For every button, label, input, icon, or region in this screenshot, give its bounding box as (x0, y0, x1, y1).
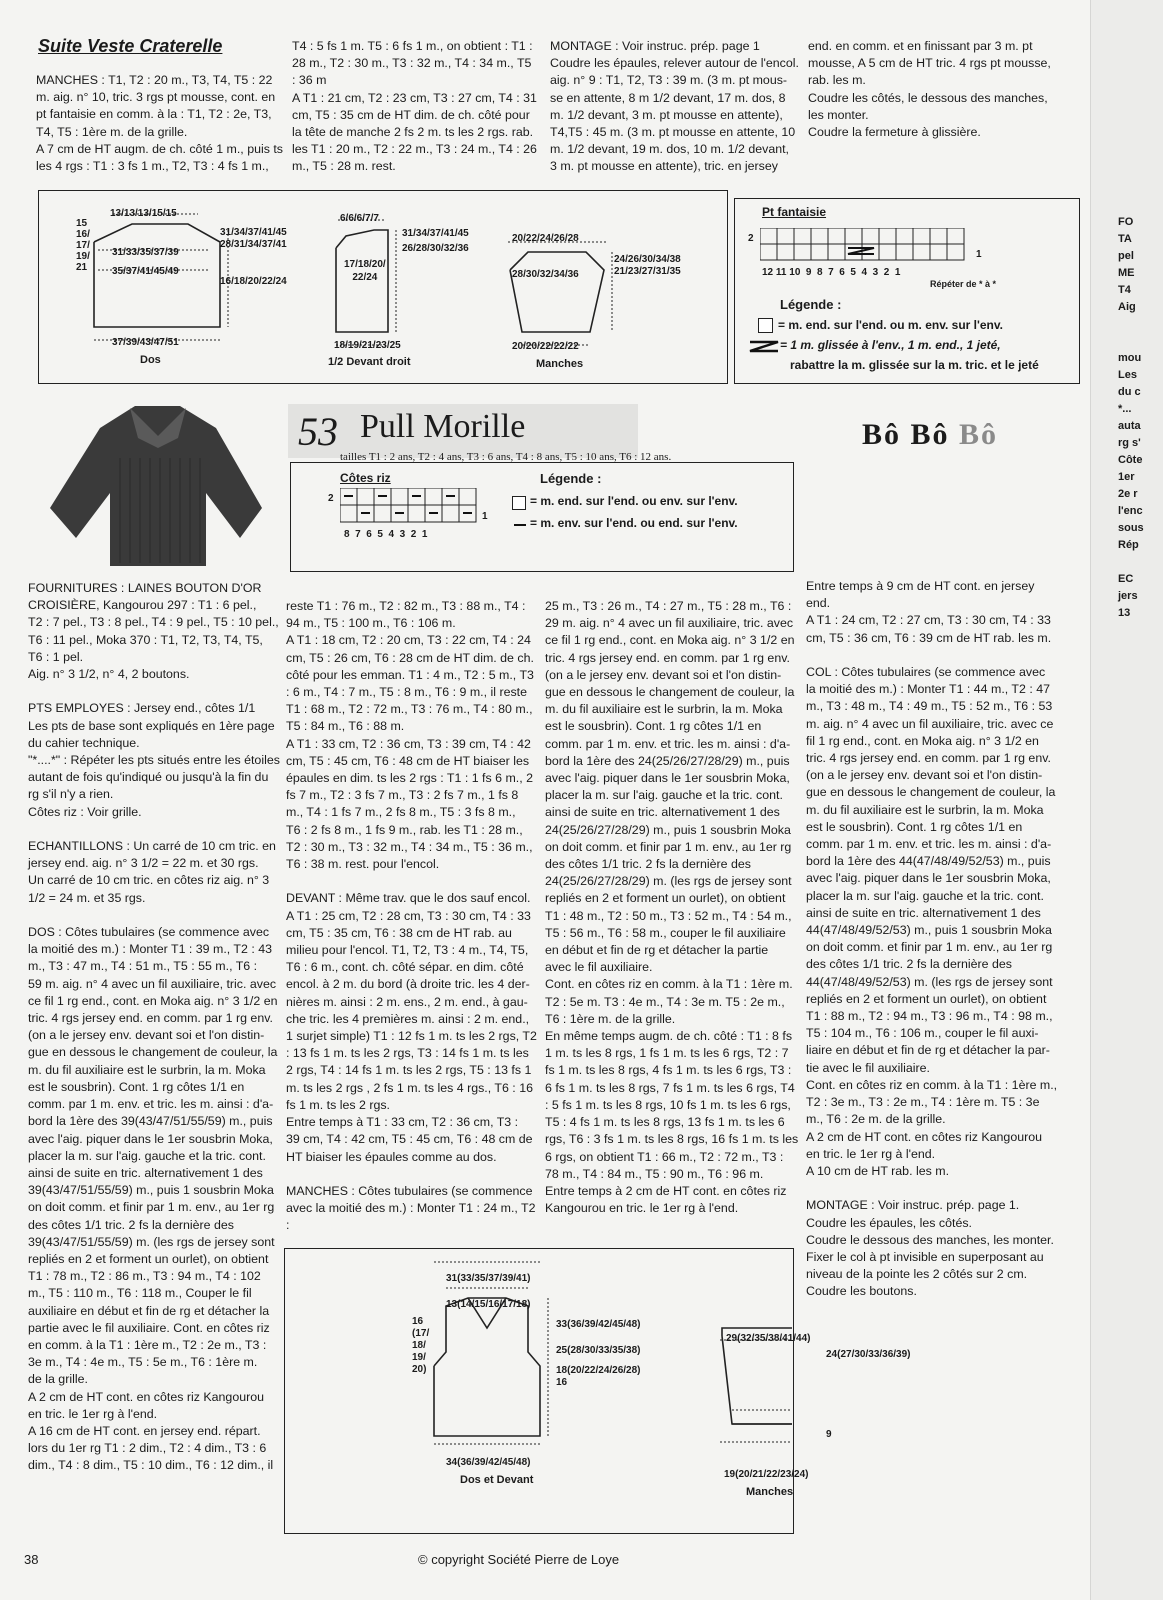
dos-bottom-label: 37/39/43/47/51 (112, 337, 179, 348)
section-title: Suite Veste Craterelle (38, 36, 223, 56)
col3-top-text: MONTAGE : Voir instruc. prép. page 1 Coudre les épaules, relever autour de l'encol. aig. n° 9 : T1, T2, T3 : 39 m. (3 m. pt mous- se en attente, 8 m 1/2 devant, 17 m. dos, 8 m. 1/2 devant, 3 m. pt mousse en attente), T4,T5 : 45 m. (3 m. pt mousse en attente, 10 m. 1/2 devant, 19 m. dos, 10 m. 1/2 devant, 3 m. pt mousse en attente), tric. en jersey (550, 39, 799, 174)
brand-logo-3: Bô (959, 418, 999, 451)
col3-main-text: 25 m., T3 : 26 m., T4 : 27 m., T5 : 28 m., T6 : 29 m. aig. n° 4 avec un fil auxiliaire, tric. avec ce fil 1 rg end., cont. en Moka aig. n° 3 1/2 en tric. 4 rgs jersey end. en comm. par 1 rg env. (on a le jersey env. devant soi et l'on distin- gue en dessous le changement de couleur, la m. du fil auxiliaire est le surbrin, la m. Moka est le sousbrin). Cont. 1 rg côtes 1/1 en comm. par 1 m. env. et tric. les m. ainsi : d'a- bord la 1ère des 24(25/26/27/28/29) m., puis avec l'aig. piquer dans le 1er sousbrin Moka, placer la m. sur l'aig. gauche et la tric. cont. ainsi de suite en tric. alternativement 1 des 24(25/26/27/28/29) m., puis 1 sousbrin Moka on doit comm. et finir par 1 m. env., au 1er rg des côtes 1/1 tric. 2 fs la dernière des 24(25/26/27/28/29) m. (les rgs de jersey sont repliés en 2 et forment un ourlet), on obtient T1 : 48 m., T2 : 50 m., T3 : 52 m., T4 : 54 m., T5 : 56 m., T6 : 58 m., couper le fil auxiliaire en début et fin de rg et détacher la partie avec le fil auxiliaire. Cont. en côtes riz en comm. à la T1 : 1ère m. T2 : 5e m. T3 : 4e m., T4 : 3e m. T5 : 2e m., T6 : 1ère m. de la grille. En même temps augm. de ch. côté : T1 : 8 fs 1 m. ts les 8 rgs, 1 fs 1 m. ts les 6 rgs, T2 : 7 fs 1 m. ts les 8 rgs, 4 fs 1 m. ts les 6 rgs, T3 : 6 fs 1 m. ts les 8 rgs, 7 fs 1 m. ts les 6 rgs, T4 : 5 fs 1 m. ts les 8 rgs, 10 fs 1 m. ts les 6 rgs, T5 : 4 fs 1 m. ts les 8 rgs, 13 fs 1 m. ts les 6 rgs, T6 : 3 fs 1 m. ts les 8 rgs, 16 fs 1 m. ts les 6 rgs, on obtient T1 : 66 m., T2 : 72 m., T3 : 78 m., T4 : 84 m., T5 : 90 m., T6 : 96 m. Entre temps à 2 cm de HT cont. en côtes riz Kangourou en tric. le 1er rg à l'end. (545, 599, 799, 1216)
manches-bottom-label: 20/20/22/22/22 (512, 341, 579, 352)
pull-manches-bottom-label: 19(20/21/22/23/24) (724, 1469, 809, 1480)
cotes-riz-legend-2: = m. env. sur l'end. ou end. sur l'env. (530, 516, 738, 530)
fantaisie-grid (760, 228, 970, 262)
pull-right-label-4: 16 (556, 1377, 568, 1388)
pull-manches-right-label-2: 9 (826, 1429, 832, 1440)
pull-caption: Dos et Devant (460, 1474, 534, 1486)
fantaisie-row-left: 2 (748, 233, 754, 244)
pull-manches-top-label: 29(32/35/38/41/44) (726, 1333, 811, 1344)
manches-top-label: 20/22/24/26/28 (512, 233, 579, 244)
fantaisie-legend-1: = m. end. sur l'end. ou m. env. sur l'env. (778, 318, 1003, 332)
dos-right-label-3: 16/18/20/22/24 (220, 276, 287, 287)
cotes-riz-grid (340, 488, 480, 524)
col1-main-text: FOURNITURES : LAINES BOUTON D'OR CROISIÈRE, Kangourou 297 : T1 : 6 pel., T2 : 7 pel., T3 : 8 pel., T4 : 9 pel., T5 : 10 pel., T6 : 11 pel., Moka 370 : T1, T2, T3, T4, T5, T6 : 1 pel. Aig. n° 3 1/2, n° 4, 2 boutons. PTS EMPLOYES : Jersey end., côtes 1/1 Les pts de base sont expliqués en 1ère page du cahier technique. "*....*" : Répéter les pts situés entre les étoiles autant de fois qu'indiqué ou jusqu'à la fin du rg s'il n'y a rien. Côtes riz : Voir grille. ECHANTILLONS : Un carré de 10 cm tric. en jersey end. aig. n° 3 1/2 = 22 m. et 30 rgs. Un carré de 10 cm tric. en côtes riz aig. n° 3 1/2 = 24 m. et 35 rgs. DOS : Côtes tubulaires (se commence avec la moitié des m.) : Monter T1 : 39 m., T2 : 43 m., T3 : 47 m., T4 : 51 m., T5 : 55 m., T6 : 59 m. aig. n° 4 avec un fil auxiliaire, tric. avec ce fil 1 rg end., cont. en Moka aig. n° 3 1/2 en tric. 4 rgs jersey end. en comm. par 1 rg env. (on a le jersey env. devant soi et l'on distin- gue en dessous le changement de couleur, la m. du fil auxiliaire est le surbrin, la m. Moka est le sousbrin). Cont. 1 rg côtes 1/1 en comm. par 1 m. env. et tric. les m. ainsi : d'a- bord la 1ère des 39(43/47/51/55/59) m., puis avec l'aig. piquer dans le 1er sousbrin Moka, placer la m. sur l'aig. gauche et la tric. cont. ainsi de suite en tric. alternativement 1 des 39(43/47/51/55/59) m., puis 1 sousbrin Moka on doit comm. et finir par 1 m. env., au 1er rg des côtes 1/1 tric. 2 fs la dernière des 39(43/47/51/55/59) m. (les rgs de jersey sont repliés en 2 et forment un ourlet), on obtient T1 : 78 m., T2 : 86 m., T3 : 94 m., T4 : 102 m., T5 : 110 m., T6 : 118 m., Couper le fil auxiliaire en début et fin de rg et détacher la partie avec le fil auxiliaire. Cont. en côtes riz en comm. à la T1 : 1ère m., T2 : 2e m., T3 : 3e m., T4 : 4e m., T5 : 5e m., T6 : 1ère m. de la grille. A 2 cm de HT cont. en côtes riz Kangourou en tric. le 1er rg à l'end. A 16 cm de HT cont. en jersey end. répart. lors du 1er rg T1 : 2 dim., T2 : 4 dim., T3 : 6 dim., T4 : 8 dim., T5 : 10 dim., T6 : 12 dim., il (28, 581, 280, 1473)
pull-top-label-2: 13(14/15/16/17/18) (446, 1299, 531, 1310)
fantaisie-numbers: 12 11 10 9 8 7 6 5 4 3 2 1 (762, 267, 901, 278)
pull-right-label-1: 33(36/39/42/45/48) (556, 1319, 641, 1330)
manches-right-label-2: 21/23/27/31/35 (614, 266, 681, 277)
cotes-riz-numbers: 8 7 6 5 4 3 2 1 (344, 529, 428, 540)
pattern-number: 53 (298, 409, 338, 454)
devant-caption: 1/2 Devant droit (328, 356, 411, 368)
devant-right-label-2: 26/28/30/32/36 (402, 243, 469, 254)
pull-right-label-3: 18(20/22/24/26/28) (556, 1365, 641, 1376)
dos-caption: Dos (140, 354, 161, 366)
brand-logo-2: Bô (910, 418, 950, 451)
pull-bottom-label: 34(36/39/42/45/48) (446, 1457, 531, 1468)
fantaisie-legend-3: rabattre la m. glissée sur la m. tric. et le jeté (790, 358, 1039, 372)
brand-logo (862, 418, 998, 452)
fantaisie-title: Pt fantaisie (762, 205, 827, 219)
fantaisie-legend-title: Légende : (780, 297, 842, 312)
copyright: © copyright Société Pierre de Loye (418, 1552, 620, 1567)
cotes-riz-legend-1: = m. end. sur l'end. ou env. sur l'env. (530, 494, 738, 508)
pull-top-label-1: 31(33/35/37/39/41) (446, 1273, 531, 1284)
cotes-legend-dash-icon (514, 524, 526, 526)
pull-manches-right-label-1: 24(27/30/33/36/39) (826, 1349, 911, 1360)
dos-inner-label-2: 35/37/41/45/49 (112, 266, 179, 277)
legend-square-icon (758, 318, 773, 333)
devant-bottom-label: 18/19/21/23/25 (334, 340, 401, 351)
devant-right-label-1: 31/34/37/41/45 (402, 228, 469, 239)
dos-right-label-2: 28/31/34/37/41 (220, 239, 287, 250)
fantaisie-row-right: 1 (976, 249, 982, 260)
page-number: 38 (24, 1552, 39, 1567)
fantaisie-legend-2: = 1 m. glissée à l'env., 1 m. end., 1 jeté, (780, 338, 1001, 352)
dos-inner-label-1: 31/33/35/37/39 (112, 247, 179, 258)
cotes-riz-legend-title: Légende : (540, 471, 602, 486)
schematic-pull-svg (284, 1248, 792, 1532)
sweater-photo (30, 398, 280, 574)
cotes-legend-square-icon (512, 496, 526, 510)
legend-zigzag-icon (748, 338, 782, 356)
pull-left-label: 16 (17/ 18/ 19/ 20) (412, 1316, 430, 1375)
devant-inner-label: 17/18/20/ 22/24 (344, 259, 386, 283)
cotes-riz-row-left: 2 (328, 493, 334, 504)
fantaisie-repeat: Répéter de * à * (930, 279, 997, 289)
cotes-riz-row-right: 1 (482, 511, 488, 522)
dos-top-label: 13/13/13/15/15 (110, 208, 177, 219)
pull-manches-caption: Manches (746, 1486, 794, 1498)
manches-inner-label: 28/30/32/34/36 (512, 269, 579, 280)
col2-top-text: T4 : 5 fs 1 m. T5 : 6 fs 1 m., on obtient : T1 : 28 m., T2 : 30 m., T3 : 32 m., T4 : 34 m., T5 : 36 m A T1 : 21 cm, T2 : 23 cm, T3 : 27 cm, T4 : 31 cm, T5 : 35 cm de HT dim. de ch. côté pour la tête de manche 2 fs 2 m. ts les 2 rgs. rab. les T1 : 20 m., T2 : 22 m., T3 : 24 m., T4 : 26 m., T5 : 28 m. rest. (292, 39, 537, 174)
pattern-title: Pull Morille (360, 408, 526, 445)
col4-top-text: end. en comm. et en finissant par 3 m. pt mousse, A 5 cm de HT tric. 4 rgs pt mousse, rab. les m. Coudre les côtés, le dessous des manches, les monter. Coudre la fermeture à glissière. (808, 39, 1051, 140)
dos-left-label: 15 16/ 17/ 19/ 21 (76, 218, 90, 273)
col1-top-text: MANCHES : T1, T2 : 20 m., T3, T4, T5 : 22 m. aig. n° 10, tric. 3 rgs pt mousse, cont. en pt fantaisie en comm. à la : T1, T2 : 2e, T3, T4, T5 : 1ère m. de la grille. A 7 cm de HT augm. de ch. côté 1 m., puis ts les 4 rgs : T1 : 3 fs 1 m., T2, T3 : 4 fs 1 m., (36, 73, 284, 174)
brand-logo-1: Bô (862, 418, 902, 451)
manches-caption: Manches (536, 358, 584, 370)
adjacent-page-text: FO TA pel ME T4 Aig mou Les du c *... auta rg s' Côte 1er 2e r l'enc sous Rép EC jers 13 (1118, 216, 1144, 619)
manches-right-label-1: 24/26/30/34/38 (614, 254, 681, 265)
cotes-riz-title: Côtes riz (340, 471, 391, 485)
col4-main-text: Entre temps à 9 cm de HT cont. en jersey end. A T1 : 24 cm, T2 : 27 cm, T3 : 30 cm, T4 : 33 cm, T5 : 36 cm, T6 : 39 cm de HT rab. les m. COL : Côtes tubulaires (se commence avec la moitié des m.) : Monter T1 : 44 m., T2 : 47 m., T3 : 48 m., T4 : 49 m., T5 : 52 m., T6 : 53 m. aig. n° 4 avec un fil auxiliaire, tric. avec ce fil 1 rg end., cont. en Moka aig. n° 3 1/2 en tric. 4 rgs jersey end. en comm. par 1 rg env. (on a le jersey env. devant soi et l'on distin- gue en dessous le changement de couleur, la m. du fil auxiliaire est le surbrin, la m. Moka est le sousbrin). Cont. 1 rg côtes 1/1 en comm. par 1 m. env. et tric. les m. ainsi : d'a- bord la 1ère des 44(47/48/49/52/53) m., puis avec l'aig. piquer dans le 1er sousbrin Moka, placer la m. sur l'aig. gauche et la tric. cont. ainsi de suite en tric. alternativement 1 des 44(47/48/49/52/53) m., puis 1 sousbrin Moka on doit comm. et finir par 1 m. env., au 1er rg des côtes 1/1 tric. 2 fs la dernière des 44(47/48/49/52/53) m. (les rgs de jersey sont repliés en 2 et forment un ourlet), on obtient T1 : 88 m., T2 : 94 m., T3 : 96 m., T4 : 98 m., T5 : 104 m., T6 : 106 m., couper le fil auxi- liaire en début et fin de rg et détacher la par- tie avec le fil auxiliaire. Cont. en côtes riz en comm. à la T1 : 1ère m., T2 : 3e m., T3 : 2e m., T4 : 1ère m. T5 : 3e m., T6 : 2e m. de la grille. A 2 cm de HT cont. en côtes riz Kangourou en tric. le 1er rg à l'end. A 10 cm de HT rab. les m. MONTAGE : Voir instruc. prép. page 1. Coudre les épaules, les côtés. Coudre le dessous des manches, les monter. Fixer le col à pt invisible en superposant au niveau de la pointe les 2 côtés sur 2 cm. Coudre les boutons. (806, 579, 1058, 1299)
pull-right-label-2: 25(28/30/33/35/38) (556, 1345, 641, 1356)
devant-top-label: 6/6/6/7/7 (340, 213, 379, 224)
pattern-sizes: tailles T1 : 2 ans, T2 : 4 ans, T3 : 6 ans, T4 : 8 ans, T5 : 10 ans, T6 : 12 ans. (340, 451, 672, 463)
col2-main-text: reste T1 : 76 m., T2 : 82 m., T3 : 88 m., T4 : 94 m., T5 : 100 m., T6 : 106 m. A T1 : 18 cm, T2 : 20 cm, T3 : 22 cm, T4 : 24 cm, T5 : 26 cm, T6 : 28 cm de HT dim. de ch. côté pour les emman. T1 : 4 m., T2 : 5 m., T3 : 6 m., T4 : 7 m., T5 : 8 m., T6 : 9 m., il reste T1 : 68 m., T2 : 72 m., T3 : 76 m., T4 : 80 m., T5 : 84 m., T6 : 88 m. A T1 : 33 cm, T2 : 36 cm, T3 : 39 cm, T4 : 42 cm, T5 : 45 cm, T6 : 48 cm de HT biaiser les épaules en dim. ts les 2 rgs : T1 : 1 fs 6 m., 2 fs 7 m., T2 : 3 fs 7 m., T3 : 2 fs 7 m., 1 fs 8 m., T4 : 1 fs 7 m., 2 fs 8 m., T5 : 3 fs 8 m., T6 : 2 fs 8 m., 1 fs 9 m., rab. les T1 : 28 m., T2 : 30 m., T3 : 32 m., T4 : 34 m., T5 : 36 m., T6 : 38 m. rest. pour l'encol. DEVANT : Même trav. que le dos sauf encol. A T1 : 25 cm, T2 : 28 cm, T3 : 30 cm, T4 : 33 cm, T5 : 35 cm, T6 : 38 cm de HT rab. au milieu pour l'encol. T1, T2, T3 : 4 m., T4, T5, T6 : 6 m., cont. ch. côté sépar. en dim. côté encol. à 2 m. du bord (à droite tric. les 4 der- nières m. ainsi : 2 m. ens., 2 m. end., à gau- che tric. les 4 premières m. ainsi : 2 m. end., 1 surjet simple) T1 : 12 fs 1 m. ts les 2 rgs, T2 : 13 fs 1 m. ts les 2 rgs, T3 : 14 fs 1 m. ts les 2 rgs, T4 : 14 fs 1 m. ts les 2 rgs, T5 : 13 fs 1 m. ts les 2 rgs , 2 fs 1 m. ts les 4 rgs., T6 : 16 fs 1 m. ts les 2 rgs. Entre temps à T1 : 33 cm, T2 : 36 cm, T3 : 39 cm, T4 : 42 cm, T5 : 45 cm, T6 : 48 cm de HT biaiser les épaules comme au dos. MANCHES : Côtes tubulaires (se commence avec la moitié des m.) : Monter T1 : 24 m., T2 : (286, 599, 537, 1233)
dos-right-label-1: 31/34/37/41/45 (220, 227, 287, 238)
